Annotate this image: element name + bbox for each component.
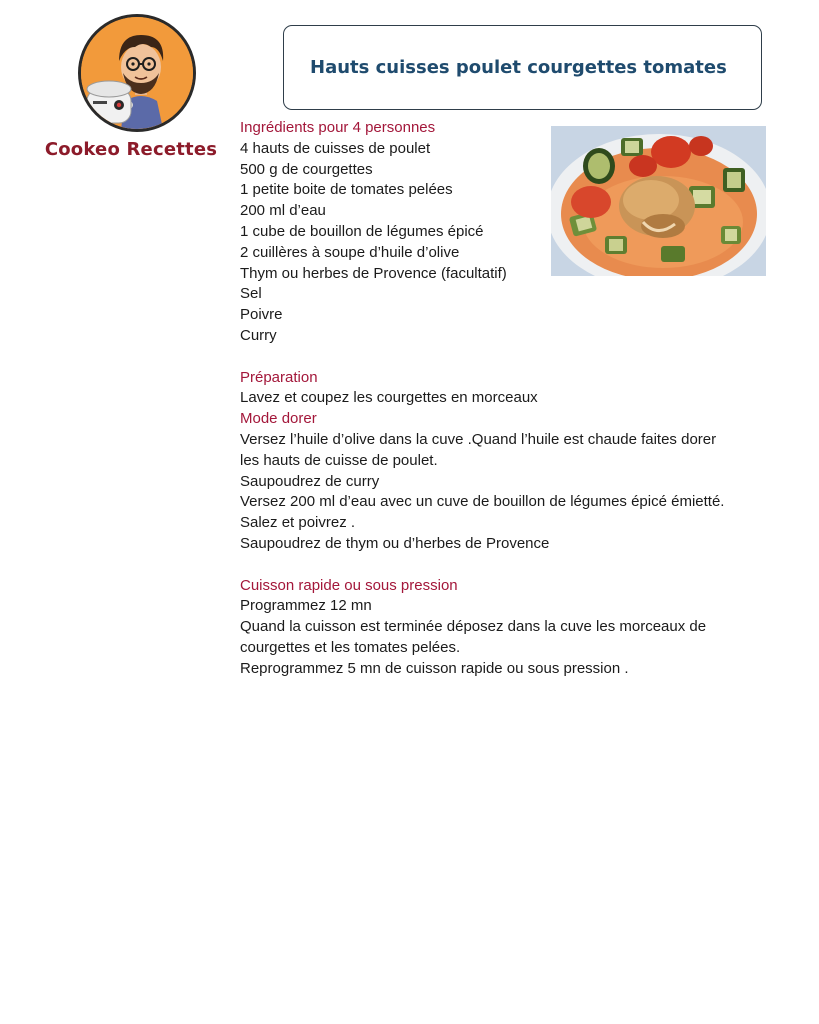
ingredient-item: 2 cuillères à soupe d’huile d’olive [240,243,460,261]
brand-name: Cookeo Recettes [44,139,218,160]
cuisson-heading: Cuisson rapide ou sous pression [240,576,458,594]
ingredient-item: Sel [240,285,262,303]
spacer [240,555,740,576]
preparation-heading: Préparation [240,368,318,386]
preparation-step: Versez 200 ml d’eau avec un cuve de bouillon de légumes épicé émietté. [240,493,725,511]
ingredient-item: Thym ou herbes de Provence (facultatif) [240,264,507,282]
ingredient-item: 4 hauts de cuisses de poulet [240,139,431,157]
ingredient-item: Curry [240,326,277,344]
ingredient-item: 1 petite boite de tomates pelées [240,181,453,199]
preparation-step: Saupoudrez de curry [240,472,380,490]
cuisson-step: Reprogrammez 5 mn de cuisson rapide ou sous pression . [240,659,629,677]
recipe-title: Hauts cuisses poulet courgettes tomates [310,57,727,78]
preparation-step: Versez l’huile d’olive dans la cuve .Quand l’huile est chaude faites dorer les hauts de cuisse de poulet. [240,430,717,469]
cuisson-step: Programmez 12 mn [240,597,372,615]
chef-with-cooker-logo-icon [78,14,196,132]
mode-dorer-heading: Mode dorer [240,410,317,428]
spacer [240,347,740,368]
ingredient-item: 500 g de courgettes [240,160,373,178]
ingredient-item: Poivre [240,306,283,324]
ingredient-item: 200 ml d’eau [240,202,326,220]
recipe-title-box [283,25,762,110]
preparation-step: Salez et poivrez . [240,514,356,532]
brand-logo [44,12,218,168]
preparation-intro: Lavez et coupez les courgettes en morceaux [240,389,538,407]
ingredient-item: 1 cube de bouillon de légumes épicé [240,222,484,240]
preparation-step: Saupoudrez de thym ou d’herbes de Provence [240,534,550,552]
recipe-content [240,118,740,680]
ingredients-heading: Ingrédients pour 4 personnes [240,119,436,136]
cuisson-step: Quand la cuisson est terminée déposez dans la cuve les morceaux de courgettes et les tomates pelées. [240,618,707,656]
